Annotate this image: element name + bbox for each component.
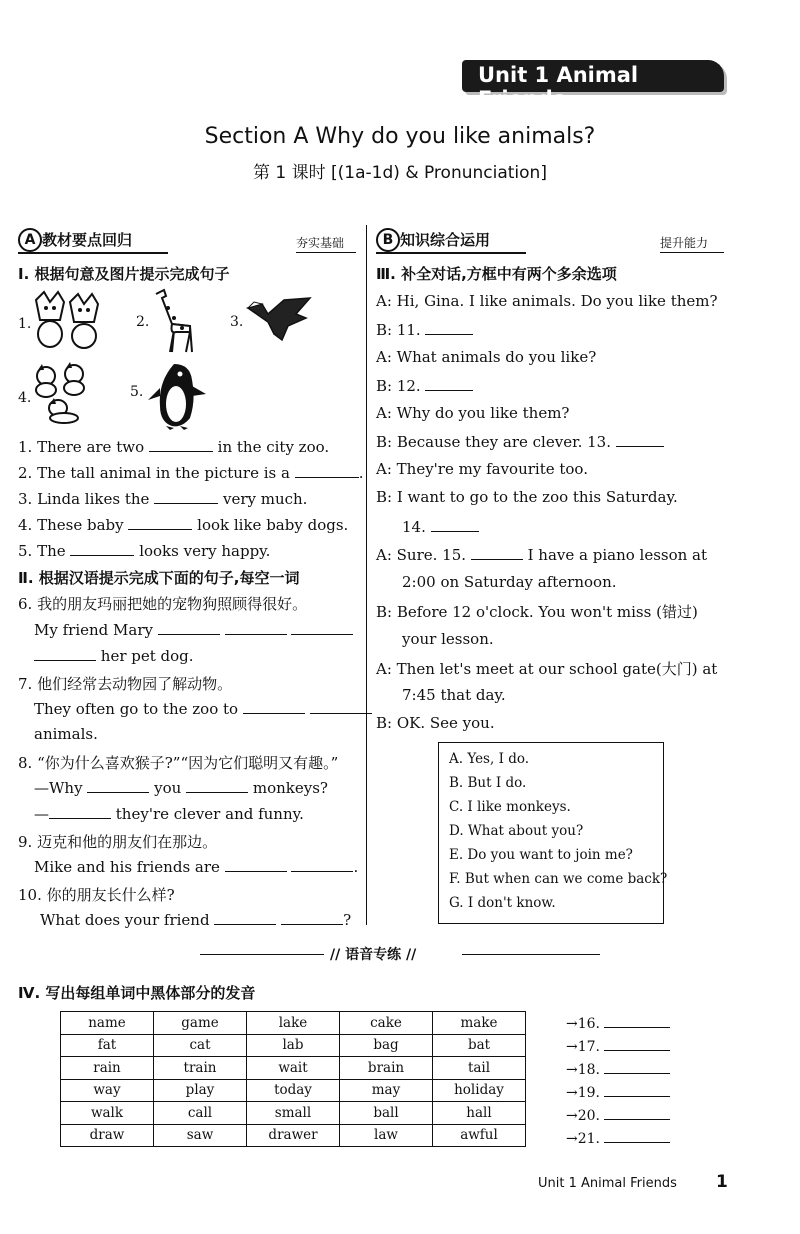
dialogue-line-14: A: Then let's meet at our school gate(大门) at xyxy=(376,660,718,678)
answer-blank[interactable] xyxy=(149,437,213,452)
answer-blank[interactable] xyxy=(87,778,149,793)
question-6-english: My friend Mary xyxy=(34,620,353,639)
table-cell: holiday xyxy=(433,1079,526,1102)
answer-blank[interactable] xyxy=(291,857,353,872)
answer-19: →19. xyxy=(566,1082,670,1101)
table-row xyxy=(61,1124,526,1147)
answer-blank[interactable] xyxy=(604,1128,670,1143)
answer-blank[interactable] xyxy=(243,699,305,714)
eagle-picture xyxy=(244,296,312,344)
question-8-english-2: — they're clever and funny. xyxy=(34,805,304,823)
section-b-badge: B xyxy=(376,228,400,252)
dialogue-line-11: 2:00 on Saturday afternoon. xyxy=(402,573,617,591)
answer-blank[interactable] xyxy=(291,620,353,635)
dialogue-line-8: B: I want to go to the zoo this Saturday. xyxy=(376,488,678,506)
option-g: G. I don't know. xyxy=(449,895,556,911)
table-cell: call xyxy=(154,1102,247,1125)
table-cell: lab xyxy=(247,1034,340,1057)
answer-blank[interactable] xyxy=(604,1013,670,1028)
table-cell: cake xyxy=(340,1012,433,1035)
answer-blank[interactable] xyxy=(281,910,343,925)
question-9-chinese: 9. 迈克和他的朋友们在那边。 xyxy=(18,833,218,851)
answer-blank[interactable] xyxy=(604,1082,670,1097)
dialogue-line-3: A: What animals do you like? xyxy=(376,348,597,366)
puppies-picture xyxy=(30,362,90,424)
question-6-chinese: 6. 我的朋友玛丽把她的宠物狗照顾得很好。 xyxy=(18,595,308,613)
picture-number-5: 5. xyxy=(130,384,144,400)
answer-blank[interactable] xyxy=(158,620,220,635)
lesson-title: 第 1 课时 [(1a-1d) & Pronunciation] xyxy=(253,163,547,183)
table-cell: walk xyxy=(61,1102,154,1125)
part3-heading: Ⅲ. 补全对话,方框中有两个多余选项 xyxy=(376,265,617,283)
answer-blank[interactable] xyxy=(431,517,479,532)
question-2: 2. The tall animal in the picture is a . xyxy=(18,464,364,482)
section-b-title: 知识综合运用 xyxy=(400,231,491,249)
penguin-picture xyxy=(144,360,210,430)
answer-blank[interactable] xyxy=(34,646,96,661)
table-cell: hall xyxy=(433,1102,526,1125)
answer-blank[interactable] xyxy=(128,515,192,530)
answer-blank[interactable] xyxy=(186,778,248,793)
section-title: Section A Why do you like animals? xyxy=(204,124,596,149)
question-3: 3. Linda likes the very much. xyxy=(18,490,308,508)
table-cell: saw xyxy=(154,1124,247,1147)
answer-blank[interactable] xyxy=(425,320,473,335)
table-cell: way xyxy=(61,1079,154,1102)
table-cell: game xyxy=(154,1012,247,1035)
answer-blank[interactable] xyxy=(49,804,111,819)
answer-18: →18. xyxy=(566,1059,670,1078)
table-cell: cat xyxy=(154,1034,247,1057)
table-cell: make xyxy=(433,1012,526,1035)
table-cell: wait xyxy=(247,1057,340,1080)
options-box xyxy=(438,742,668,924)
section-a-header xyxy=(18,228,358,250)
table-cell: tail xyxy=(433,1057,526,1080)
table-cell: ball xyxy=(340,1102,433,1125)
unit-banner-text: Unit 1 Animal Friends xyxy=(478,63,639,111)
answer-blank[interactable] xyxy=(604,1105,670,1120)
table-cell: bag xyxy=(340,1034,433,1057)
pronunciation-divider xyxy=(200,944,600,964)
dialogue-line-15: 7:45 that day. xyxy=(402,686,506,704)
option-b: B. But I do. xyxy=(449,775,527,791)
dialogue-line-4: B: 12. xyxy=(376,376,473,395)
question-6-english-cont: her pet dog. xyxy=(34,646,194,665)
table-row xyxy=(61,1012,526,1035)
unit-banner xyxy=(462,60,724,111)
table-cell: train xyxy=(154,1057,247,1080)
question-5: 5. The looks very happy. xyxy=(18,542,271,560)
table-row xyxy=(61,1034,526,1057)
pronunciation-label: // 语音专练 // xyxy=(330,947,417,963)
answer-blank[interactable] xyxy=(616,432,664,447)
dialogue-line-10: A: Sure. 15. I have a piano lesson at xyxy=(376,546,708,564)
table-cell: may xyxy=(340,1079,433,1102)
column-divider xyxy=(366,225,367,925)
table-cell: awful xyxy=(433,1124,526,1147)
answer-20: →20. xyxy=(566,1105,670,1124)
table-cell: draw xyxy=(61,1124,154,1147)
question-9-english: Mike and his friends are . xyxy=(34,858,359,876)
option-a: A. Yes, I do. xyxy=(449,751,530,767)
part1-heading: Ⅰ. 根据句意及图片提示完成句子 xyxy=(18,265,230,283)
dialogue-line-6: B: Because they are clever. 13. xyxy=(376,432,664,451)
answer-16: →16. xyxy=(566,1013,670,1032)
dialogue-line-5: A: Why do you like them? xyxy=(376,404,570,422)
answer-blank[interactable] xyxy=(425,376,473,391)
question-7-english: They often go to the zoo to xyxy=(34,699,372,718)
dialogue-line-12: B: Before 12 o'clock. You won't miss (错过) xyxy=(376,603,698,621)
foxes-picture xyxy=(30,290,102,350)
question-10-chinese: 10. 你的朋友长什么样? xyxy=(18,886,175,904)
dialogue-line-13: your lesson. xyxy=(402,630,494,648)
question-7-chinese: 7. 他们经常去动物园了解动物。 xyxy=(18,675,233,693)
question-8-chinese: 8. “你为什么喜欢猴子?”“因为它们聪明又有趣。” xyxy=(18,754,339,772)
option-c: C. I like monkeys. xyxy=(449,799,571,815)
table-row xyxy=(61,1057,526,1080)
dialogue-line-1: A: Hi, Gina. I like animals. Do you like them? xyxy=(376,292,718,310)
answer-blank[interactable] xyxy=(310,699,372,714)
picture-number-4: 4. xyxy=(18,390,32,406)
dialogue-line-9: 14. xyxy=(402,517,479,536)
option-f: F. But when can we come back? xyxy=(449,871,668,887)
section-a-title: 教材要点回归 xyxy=(42,231,133,249)
table-cell: law xyxy=(340,1124,433,1147)
table-cell: play xyxy=(154,1079,247,1102)
table-cell: bat xyxy=(433,1034,526,1057)
table-row xyxy=(61,1102,526,1125)
dialogue-line-16: B: OK. See you. xyxy=(376,714,495,732)
question-7-english-cont: animals. xyxy=(34,725,98,743)
table-cell: drawer xyxy=(247,1124,340,1147)
option-d: D. What about you? xyxy=(449,823,584,839)
part2-heading: Ⅱ. 根据汉语提示完成下面的句子,每空一词 xyxy=(18,569,300,587)
table-cell: rain xyxy=(61,1057,154,1080)
table-cell: lake xyxy=(247,1012,340,1035)
option-e: E. Do you want to join me? xyxy=(449,847,633,863)
picture-number-3: 3. xyxy=(230,314,244,330)
question-4: 4. These baby look like baby dogs. xyxy=(18,516,349,534)
answer-blank[interactable] xyxy=(154,489,218,504)
word-table xyxy=(60,1011,526,1147)
table-cell: name xyxy=(61,1012,154,1035)
table-row xyxy=(61,1079,526,1102)
section-b-tag: 提升能力 xyxy=(660,236,709,250)
answer-21: →21. xyxy=(566,1128,670,1147)
answer-blank[interactable] xyxy=(70,541,134,556)
answer-17: →17. xyxy=(566,1036,670,1055)
answer-blank[interactable] xyxy=(214,910,276,925)
answer-blank[interactable] xyxy=(225,620,287,635)
question-1: 1. There are two in the city zoo. xyxy=(18,438,330,456)
section-a-tag: 夯实基础 xyxy=(296,236,345,250)
answer-blank[interactable] xyxy=(604,1036,670,1051)
table-cell: fat xyxy=(61,1034,154,1057)
picture-number-1: 1. xyxy=(18,316,32,332)
section-b-header xyxy=(376,228,728,250)
answer-blank[interactable] xyxy=(295,463,359,478)
table-cell: small xyxy=(247,1102,340,1125)
question-10-english: What does your friend ? xyxy=(40,911,352,929)
answer-blank[interactable] xyxy=(225,857,287,872)
question-8-english-1: —Why you monkeys? xyxy=(34,779,328,797)
dialogue-line-7: A: They're my favourite too. xyxy=(376,460,588,478)
answer-blank[interactable] xyxy=(471,545,523,560)
part4-heading: Ⅳ. 写出每组单词中黑体部分的发音 xyxy=(18,984,256,1002)
giraffe-picture xyxy=(150,288,200,356)
table-cell: brain xyxy=(340,1057,433,1080)
table-cell: today xyxy=(247,1079,340,1102)
section-a-badge: A xyxy=(18,228,42,252)
dialogue-line-2: B: 11. xyxy=(376,320,473,339)
answer-blank[interactable] xyxy=(604,1059,670,1074)
page-number: 1 xyxy=(716,1172,728,1192)
footer-unit-text: Unit 1 Animal Friends xyxy=(538,1176,677,1191)
picture-number-2: 2. xyxy=(136,314,150,330)
